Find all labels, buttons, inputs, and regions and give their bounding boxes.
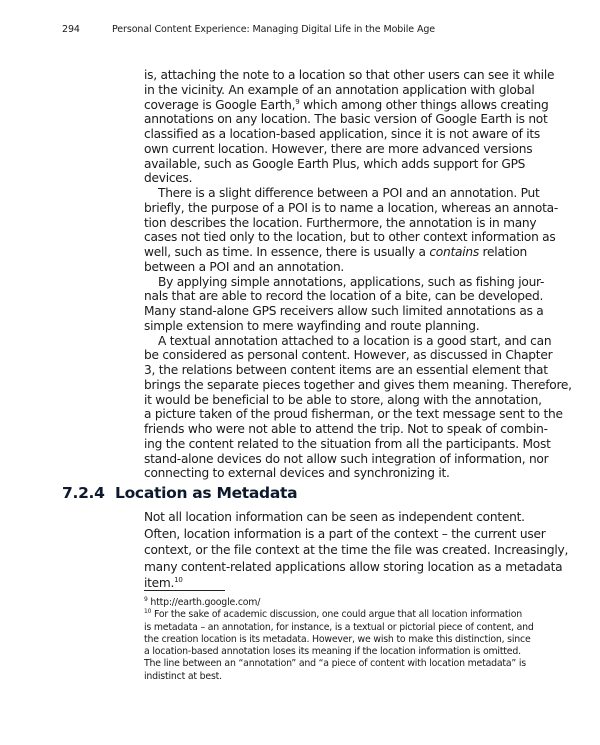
section-heading bbox=[62, 484, 297, 502]
text: devices. bbox=[144, 171, 193, 186]
emphasis: contains bbox=[429, 245, 479, 259]
text: coverage is Google Earth, bbox=[144, 97, 296, 112]
footnote-divider bbox=[144, 590, 225, 591]
text-line bbox=[144, 542, 569, 559]
text: many content-related applications allow storing location as a metadata bbox=[144, 559, 563, 574]
text-line bbox=[144, 200, 558, 216]
body-text bbox=[144, 68, 572, 481]
text: ing the content related to the situation from all the participants. Most bbox=[144, 436, 551, 451]
text: simple extension to mere wayfinding and route planning. bbox=[144, 318, 480, 333]
footnote-line bbox=[144, 633, 531, 646]
text: in the vicinity. An example of an annotation application with global bbox=[144, 82, 535, 97]
text: brings the separate pieces together and gives them meaning. Therefore, bbox=[144, 377, 572, 392]
section-body-text bbox=[144, 509, 569, 592]
text-line bbox=[144, 289, 544, 304]
text: be considered as personal content. However, as discussed in Chapter bbox=[144, 348, 553, 363]
text: a picture taken of the proud fisherman, or the text message sent to the bbox=[144, 407, 563, 422]
text-line bbox=[144, 304, 544, 319]
text: relation bbox=[478, 245, 528, 259]
text: annotations on any location. The basic version of Google Earth is not bbox=[144, 112, 548, 127]
text-line bbox=[144, 407, 563, 422]
footnote-line bbox=[144, 608, 522, 621]
text: friends who were not able to attend the trip. Not to speak of combin- bbox=[144, 422, 548, 436]
text: is, attaching the note to a location so that other users can see it while bbox=[144, 68, 555, 82]
text: well, such as time. In essence, there is usually a bbox=[144, 245, 430, 259]
text-line bbox=[144, 422, 548, 437]
text: is metadata – an annotation, for instance, is a textual or pictorial piece of content, and bbox=[144, 621, 534, 633]
footnote-ref: 9 bbox=[295, 97, 300, 106]
text-line bbox=[144, 186, 540, 201]
text: http://earth.google.com/ bbox=[147, 597, 261, 608]
text: own current location. However, there are more advanced versions bbox=[144, 141, 533, 156]
footnote-line bbox=[144, 658, 526, 670]
text-line bbox=[144, 97, 549, 113]
text-line bbox=[144, 348, 553, 363]
text: Often, location information is a part of the context – the current user bbox=[144, 526, 546, 541]
text: Not all location information can be seen as independent content. bbox=[144, 510, 525, 524]
text-line bbox=[144, 245, 528, 260]
text-line bbox=[144, 171, 508, 186]
footnote-line bbox=[144, 597, 508, 609]
text-line bbox=[144, 112, 548, 127]
text: There is a slight difference between a POI and an annotation. Put bbox=[158, 186, 540, 200]
text-line bbox=[144, 451, 549, 467]
text: cases not tied only to the location, but to other context information as bbox=[144, 230, 556, 245]
text-line bbox=[144, 363, 548, 378]
text-line bbox=[144, 559, 563, 576]
text-line bbox=[144, 260, 508, 275]
section-number: 7.2.4 bbox=[62, 484, 105, 502]
text-line bbox=[144, 274, 545, 290]
text-line bbox=[144, 509, 525, 526]
text: indistinct at best. bbox=[144, 670, 222, 682]
text: connecting to external devices and synchronizing it. bbox=[144, 466, 450, 481]
footnote-line bbox=[144, 671, 508, 683]
text: briefly, the purpose of a POI is to name a location, whereas an annota- bbox=[144, 200, 558, 215]
text-line bbox=[144, 156, 526, 172]
running-title: Personal Content Experience: Managing Digital Life in the Mobile Age bbox=[112, 24, 436, 35]
running-header bbox=[62, 24, 435, 35]
text: the creation location is its metadata. However, we wish to make this distinction, since bbox=[144, 633, 531, 645]
text-line bbox=[144, 68, 555, 83]
footnote-marker: 9 bbox=[144, 596, 148, 603]
footnote-marker: 10 bbox=[144, 608, 152, 616]
footnotes bbox=[144, 596, 534, 683]
text-line bbox=[144, 82, 535, 98]
footnote-ref: 10 bbox=[174, 576, 183, 584]
text: it would be beneficial to be able to store, along with the annotation, bbox=[144, 392, 542, 407]
text-line bbox=[144, 141, 533, 157]
page-number: 294 bbox=[62, 24, 80, 35]
text: A textual annotation attached to a location is a good start, and can bbox=[158, 333, 552, 348]
text-line bbox=[144, 377, 572, 393]
text-line bbox=[144, 230, 556, 245]
text: stand-alone devices do not allow such integration of information, nor bbox=[144, 451, 549, 466]
text: By applying simple annotations, applications, such as fishing jour- bbox=[158, 274, 545, 289]
text: a location-based annotation loses its meaning if the location information is omitted. bbox=[144, 646, 521, 658]
text-line bbox=[144, 333, 552, 349]
footnote-line bbox=[144, 621, 534, 634]
text: The line between an “annotation” and “a piece of content with location metadata” is bbox=[144, 658, 526, 670]
text-line bbox=[144, 436, 551, 452]
text: item. bbox=[144, 576, 175, 590]
text: nals that are able to record the location of a bite, can be developed. bbox=[144, 289, 544, 304]
section-title: Location as Metadata bbox=[115, 484, 298, 502]
text: available, such as Google Earth Plus, which adds support for GPS bbox=[144, 156, 526, 171]
text: 3, the relations between content items are an essential element that bbox=[144, 363, 548, 377]
text-line bbox=[144, 392, 542, 408]
text: between a POI and an annotation. bbox=[144, 259, 345, 274]
text-line bbox=[144, 127, 541, 142]
text-line bbox=[144, 319, 508, 334]
text: context, or the file context at the time the file was created. Increasingly, bbox=[144, 543, 569, 557]
text: For the sake of academic discussion, one could argue that all location information bbox=[151, 609, 522, 621]
text-line bbox=[144, 466, 508, 481]
text: which among other things allows creating bbox=[299, 97, 549, 112]
text-line bbox=[144, 526, 546, 543]
text: tion describes the location. Furthermore, the annotation is in many bbox=[144, 215, 537, 230]
text: classified as a location-based application, since it is not aware of its bbox=[144, 127, 541, 141]
text-line bbox=[144, 215, 537, 231]
text: Many stand-alone GPS receivers allow such limited annotations as a bbox=[144, 304, 544, 318]
footnote-line bbox=[144, 646, 521, 658]
